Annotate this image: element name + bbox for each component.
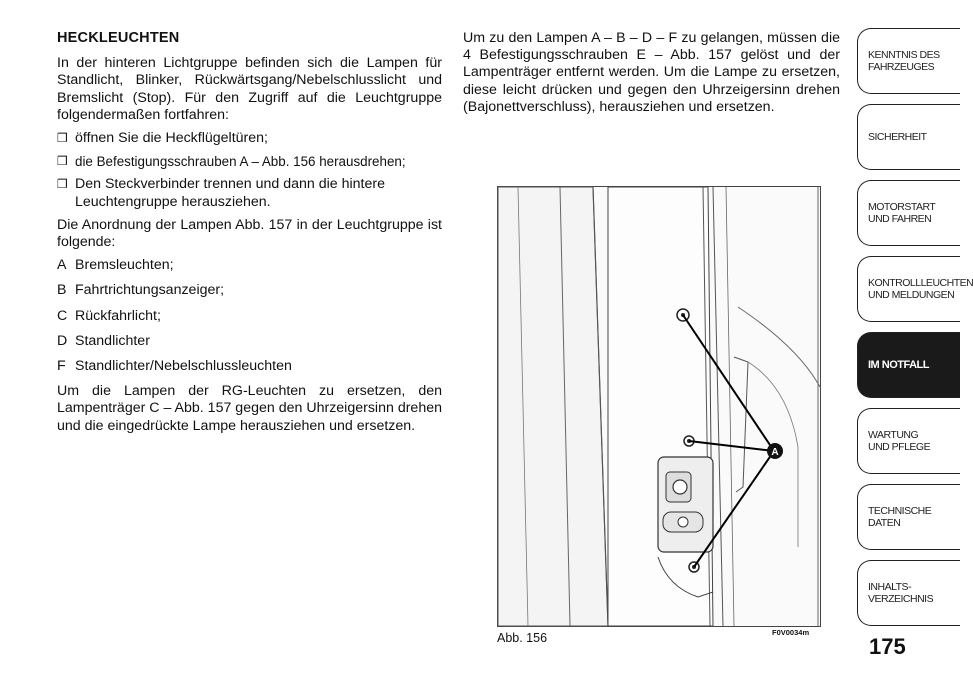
checkbox-bullet-icon: ❒ [57, 177, 68, 192]
tab-inhaltsverzeichnis[interactable]: INHALTS- VERZEICHNIS [857, 560, 960, 626]
tab-technische-daten[interactable]: TECHNISCHE DATEN [857, 484, 960, 550]
tab-motorstart-und-fahren[interactable]: MOTORSTART UND FAHREN [857, 180, 960, 246]
lamp-key: D [57, 332, 68, 349]
right-paragraph: Um zu den Lampen A – B – D – F zu gelangen, müssen die 4 Befestigungsschrauben E – Abb. 157 gelöst und der Lampenträger entfernt werden. Um die Lampe zu ersetzen, diese leicht drücken und gegen den Uhrzeigersinn drehen (Bajonettverschluss), herausziehen und ersetzen. [463, 30, 840, 115]
lamp-list-item [57, 358, 442, 375]
outro-paragraph: Um die Lampen der RG-Leuchten zu ersetzen, den Lampenträger C – Abb. 157 gegen den Uhrzeigersinn drehen und die eingedrückte Lampe herausziehen und ersetzen. [57, 383, 442, 434]
lamp-list-item [57, 282, 442, 299]
right-column [463, 30, 840, 122]
lamp-key: B [57, 282, 67, 299]
arrangement-paragraph: Die Anordnung der Lampen Abb. 157 in der Leuchtgruppe ist folgende: [57, 216, 442, 251]
left-column [57, 30, 442, 441]
lamp-key: F [57, 358, 66, 375]
checkbox-bullet-icon: ❒ [57, 154, 68, 169]
bullet-item [57, 153, 442, 170]
page-number: 175 [869, 634, 906, 659]
bullet-text: öffnen Sie die Heckflügeltüren; [75, 130, 268, 147]
callout-label: A [771, 447, 779, 458]
bullet-text: die Befestigungsschrauben A – Abb. 156 herausdrehen; [75, 154, 406, 170]
bullet-text: Den Steckverbinder trennen und dann die hintere Leuchtengruppe herausziehen. [75, 176, 385, 210]
lamp-list-item [57, 257, 442, 274]
tab-kontrollleuchten-und-meldungen[interactable]: KONTROLLLEUCHTEN UND MELDUNGEN [857, 256, 960, 322]
tab-sicherheit[interactable]: SICHERHEIT [857, 104, 960, 170]
lamp-key: C [57, 307, 68, 324]
section-heading: HECKLEUCHTEN [57, 30, 180, 46]
figure-caption: Abb. 156 [497, 631, 548, 645]
lamp-key: A [57, 257, 67, 274]
tab-kenntnis-des-fahrzeuges[interactable]: KENNTNIS DES FAHRZEUGES [857, 28, 960, 94]
tab-wartung-und-pflege[interactable]: WARTUNG UND PFLEGE [857, 408, 960, 474]
lamp-text: Fahrtrichtungsanzeiger; [75, 282, 225, 299]
checkbox-bullet-icon: ❒ [57, 131, 68, 146]
lamp-text: Bremsleuchten; [75, 257, 174, 274]
lamp-list-item [57, 333, 442, 350]
figure-code: F0V0034m [772, 628, 810, 637]
intro-paragraph: In der hinteren Lichtgruppe befinden sich die Lampen für Standlicht, Blinker, Rückwärtsgang/Nebelschlusslicht und Bremslicht (Stop). Für den Zugriff auf die Leuchtgruppe folgendermaßen fortfahren: [57, 55, 442, 123]
bullet-item [57, 130, 442, 147]
bullet-item [57, 176, 442, 210]
lamp-text: Rückfahrlicht; [75, 307, 161, 324]
tab-im-notfall[interactable]: IM NOTFALL [857, 332, 960, 398]
lamp-list-item [57, 308, 442, 325]
lamp-text: Standlichter [75, 332, 150, 349]
figure-156 [497, 186, 821, 627]
lamp-text: Standlichter/Nebelschlussleuchten [75, 358, 292, 375]
door-hinge-illustration [498, 187, 820, 626]
